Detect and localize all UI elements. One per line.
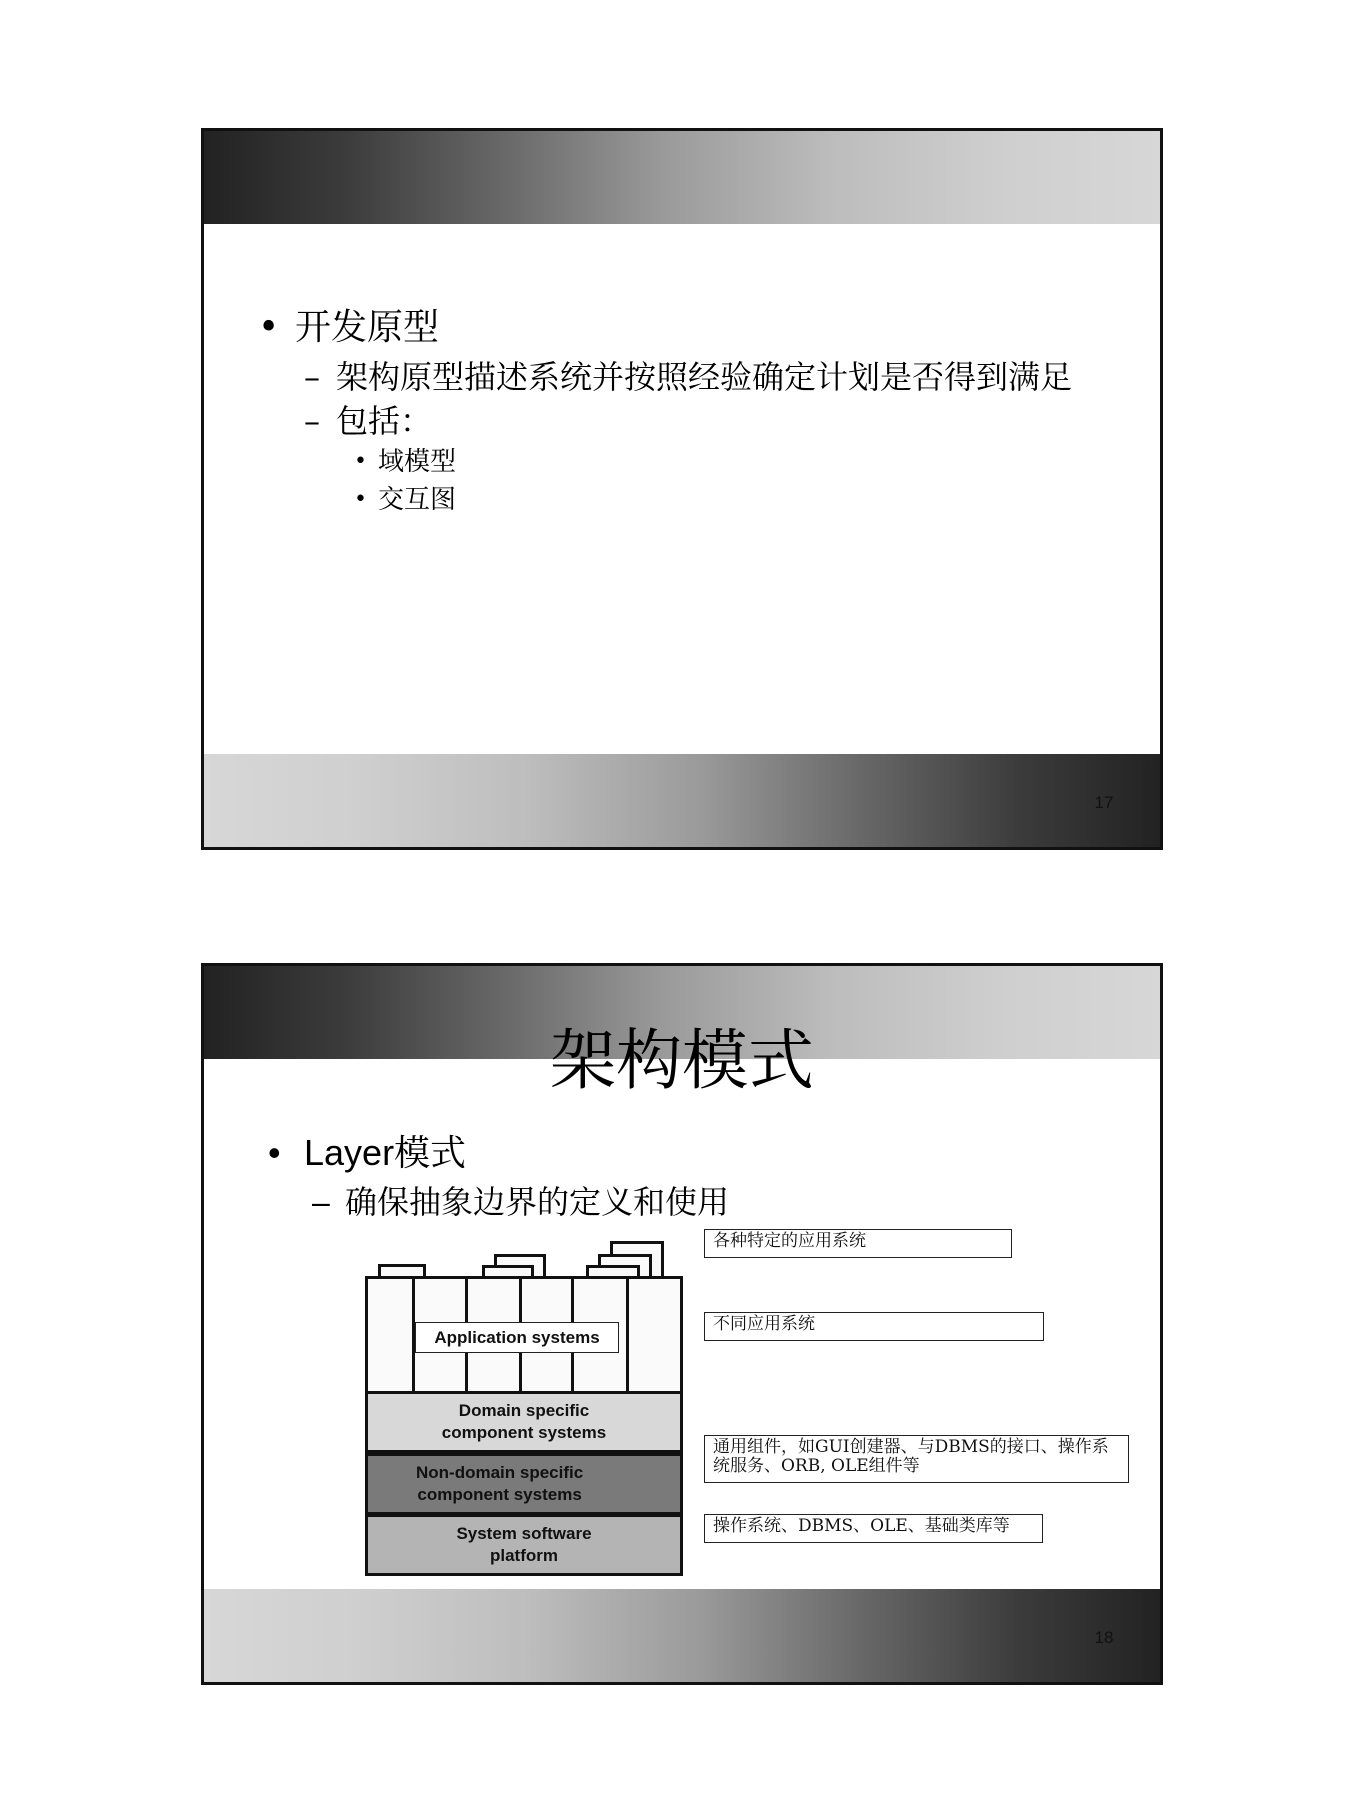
- bullet-text: Layer模式: [304, 1132, 467, 1173]
- layer-domain-specific: [365, 1391, 683, 1453]
- layer-system-software-platform: [365, 1514, 683, 1576]
- layer-non-domain-specific: [365, 1453, 683, 1515]
- bullet-icon: •: [258, 307, 280, 348]
- dash-icon: –: [304, 402, 320, 440]
- annotation-box: 操作系统、DBMS、OLE、基础类库等: [704, 1514, 1043, 1543]
- bullet-level2: 架构原型描述系统并按照经验确定计划是否得到满足: [336, 358, 1073, 396]
- page-number: 18: [1094, 1628, 1114, 1647]
- layer-label: System software: [456, 1524, 592, 1543]
- layer-label: Non-domain specific: [416, 1463, 584, 1482]
- annotation-box: 不同应用系统: [704, 1312, 1044, 1341]
- app-column: [626, 1276, 683, 1394]
- app-column: [365, 1276, 415, 1394]
- header-gradient-band: [204, 131, 1160, 224]
- layer-label: component systems: [441, 1423, 607, 1442]
- bullet-icon: •: [268, 1132, 281, 1173]
- dash-icon: –: [304, 358, 320, 396]
- bullet-level3: 交互图: [378, 485, 457, 515]
- annotation-box: 各种特定的应用系统: [704, 1229, 1012, 1258]
- bullet-icon: •: [354, 449, 367, 474]
- slide-title: 架构模式: [550, 1022, 814, 1099]
- bullet-level1: 开发原型: [295, 307, 440, 348]
- annotation-box: [704, 1435, 1129, 1483]
- footer-gradient-band: [204, 754, 1160, 847]
- application-systems-label: Application systems: [415, 1322, 619, 1353]
- bullet-level2: 确保抽象边界的定义和使用: [345, 1183, 730, 1221]
- slide-18: [201, 963, 1163, 1685]
- annotation-text: 通用组件，如GUI创建器、与DBMS的接口、操作系统服务、ORB, OLE组件等: [713, 1437, 1109, 1476]
- dash-icon: –: [312, 1184, 330, 1220]
- bullet-level1: [304, 1133, 466, 1174]
- layer-label: component systems: [417, 1485, 582, 1504]
- bullet-level3: 域模型: [378, 447, 457, 477]
- footer-gradient-band: [204, 1589, 1160, 1682]
- bullet-level2: 包括：: [336, 402, 433, 440]
- slide-17: [201, 128, 1163, 850]
- layer-label: platform: [490, 1546, 558, 1565]
- page-number: 17: [1094, 793, 1114, 812]
- layer-label: Domain specific: [458, 1401, 590, 1420]
- bullet-icon: •: [354, 487, 367, 512]
